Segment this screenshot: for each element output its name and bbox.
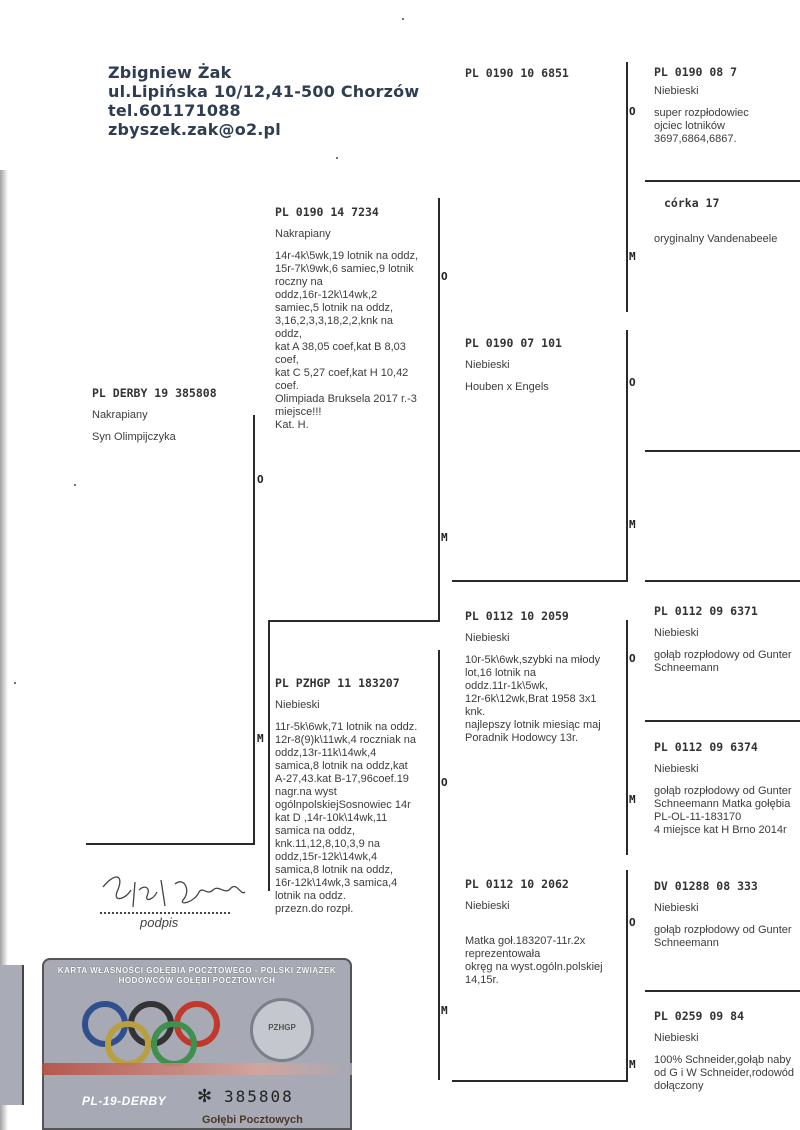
card-arc-text: KARTA WŁASNOŚCI GOŁĘBIA POCZTOWEGO - POLSKI ZWIĄZEK HODOWCÓW GOŁĘBI POCZTOWYCH [57, 966, 337, 985]
ggp-ffm [654, 197, 800, 246]
mf-ring: PL 0112 10 2059 [465, 609, 569, 623]
father-marker: O [629, 916, 636, 929]
father-notes: 14r-4k\5wk,19 lotnik na oddz, 15r-7k\9wk,6 samiec,9 lotnik roczny na oddz,16r-12k\14wk,2 samiec,5 lotnik na oddz, 3,16,2,3,3,18,2,2,knk na oddz, kat A 38,05 coef,kat B 8,03 coef, kat C 5,27 coef,kat H 10,42 coef. Olimpiada Bruksela 2017 r.-3 miejsce!!! Kat. H. [275, 250, 419, 431]
mfm-ring: PL 0112 09 6374 [654, 740, 758, 754]
grandsire-maternal [465, 610, 625, 745]
mm-color: Niebieski [465, 900, 510, 912]
tree-line [645, 450, 800, 452]
father-color: Nakrapiany [275, 228, 331, 240]
mf-notes: 10r-5k\6wk,szybki na młody lot,16 lotnik na oddz.11r-1k\5wk, 12r-6k\12wk,Brat 1958 3x1 knk. najlepszy lotnik miesiąc maj Poradnik Hodowcy 13r. [465, 654, 601, 744]
mother-marker: M [629, 1058, 636, 1071]
signature-line [100, 912, 230, 914]
fm-ring: PL 0190 07 101 [465, 336, 562, 350]
mother-marker: M [629, 518, 636, 531]
breeder-address: ul.Lipińska 10/12,41-500 Chorzów [108, 82, 420, 101]
mother-color: Niebieski [275, 699, 320, 711]
tree-line [452, 1080, 627, 1082]
mmm-color: Niebieski [654, 1032, 699, 1044]
mfm-color: Niebieski [654, 763, 699, 775]
scan-speck [74, 484, 76, 486]
ownership-card [42, 958, 352, 1130]
mother-marker: M [629, 793, 636, 806]
granddam-paternal [465, 337, 625, 394]
mff-color: Niebieski [654, 627, 699, 639]
ggp-mfm [654, 741, 800, 837]
tree-line [86, 843, 254, 845]
breeder-name: Zbigniew Żak [108, 63, 232, 82]
card-bottom-text: Gołębi Pocztowych [202, 1114, 303, 1126]
subject-color: Nakrapiany [92, 409, 148, 421]
tree-line [452, 580, 627, 582]
olympic-rings-icon [77, 996, 237, 1066]
card-number-star: ✻ [197, 1086, 213, 1106]
father-pigeon [275, 206, 437, 432]
ffm-ring: córka 17 [664, 196, 720, 210]
mother-notes: 11r-5k\6wk,71 lotnik na oddz. 12r-8(9)k\11wk,4 roczniak na oddz,13r-11k\14wk,4 samica,8 lotnik na oddz,kat A-27,43.kat B-17,96coef.19 nagr.na wyst ogólnpolskiejSosnowiec 14r kat D ,14r-10k\14wk,11 samica na oddz, knk.11,12,8,10,3,9 na oddz,15r-12k\14wk,4 samica,8 lotnik na oddz, 16r-12k\14wk,3 samica,4 lotnik na oddz. przezn.do rozpł. [275, 721, 418, 915]
fff-notes: super rozpłodowiec ojciec lotników 3697,6864,6867. [654, 107, 749, 145]
fm-color: Niebieski [465, 359, 510, 371]
tree-line [438, 198, 440, 622]
scan-speck [14, 682, 16, 684]
tree-line [645, 580, 800, 582]
father-marker: O [629, 652, 636, 665]
tree-line [253, 415, 255, 845]
mm-ring: PL 0112 10 2062 [465, 877, 569, 891]
mmm-notes: 100% Schneider,gołąb naby od G i W Schneider,rodowód dołączony [654, 1054, 795, 1092]
tree-line [645, 180, 800, 182]
mother-ring: PL PZHGP 11 183207 [275, 676, 400, 690]
ggp-mmm [654, 1010, 800, 1093]
grandsire-paternal [465, 67, 625, 80]
tree-line [268, 620, 438, 622]
father-marker: O [441, 270, 448, 283]
card-number: 385808 [224, 1087, 294, 1106]
father-ring: PL 0190 14 7234 [275, 205, 379, 219]
mm-notes: Matka goł.183207-11r.2x reprezentowała okręg na wyst.ogóln.polskiej 14,15r. [465, 935, 603, 986]
father-marker: O [257, 473, 264, 486]
card-red-band [42, 1063, 352, 1075]
father-marker: O [441, 776, 448, 789]
fff-ring: PL 0190 08 7 [654, 65, 738, 79]
tree-line [626, 62, 628, 312]
tree-line [268, 621, 270, 891]
subject-notes: Syn Olimpijczyka [92, 431, 176, 443]
mother-marker: M [629, 250, 636, 263]
ff-ring: PL 0190 10 6851 [465, 66, 569, 80]
fff-color: Niebieski [654, 85, 699, 97]
ggp-mmf [654, 880, 800, 950]
granddam-maternal [465, 878, 625, 987]
mmf-color: Niebieski [654, 902, 699, 914]
breeder-header [108, 63, 419, 139]
mother-marker: M [441, 1004, 448, 1017]
tree-line [645, 720, 800, 722]
ggp-fff [654, 66, 800, 146]
subject-ring: PL DERBY 19 385808 [92, 386, 217, 400]
tree-line [645, 990, 800, 992]
pzhgp-logo [250, 998, 314, 1062]
father-marker: O [629, 105, 636, 118]
mf-color: Niebieski [465, 632, 510, 644]
pzhgp-logo-text: PZHGP [268, 1023, 296, 1032]
tree-line [626, 330, 628, 582]
signature-caption: podpis [140, 915, 179, 930]
mother-marker: M [441, 531, 448, 544]
mmm-ring: PL 0259 09 84 [654, 1009, 745, 1023]
tree-line [626, 620, 628, 855]
ggp-mff [654, 605, 800, 675]
scan-speck [402, 18, 404, 20]
mff-notes: gołąb rozpłodowy od Gunter Schneemann [654, 649, 792, 674]
ffm-notes: oryginalny Vandenabeele [654, 233, 778, 245]
breeder-phone: tel.601171088 [108, 101, 241, 120]
mmf-notes: gołąb rozpłodowy od Gunter Schneemann [654, 924, 792, 949]
mmf-ring: DV 01288 08 333 [654, 879, 758, 893]
card-ring-tag: PL-19-DERBY [82, 1094, 167, 1108]
mother-pigeon [275, 677, 439, 916]
ownership-card-partial [0, 965, 24, 1105]
breeder-email: zbyszek.zak@o2.pl [108, 120, 281, 139]
fm-notes: Houben x Engels [465, 381, 549, 393]
scan-speck [336, 157, 338, 159]
tree-line [626, 870, 628, 1082]
mff-ring: PL 0112 09 6371 [654, 604, 758, 618]
mother-marker: M [257, 732, 264, 745]
subject-pigeon [92, 387, 252, 444]
father-marker: O [629, 376, 636, 389]
mfm-notes: gołąb rozpłodowy od Gunter Schneemann Matka gołębia PL-OL-11-183170 4 miejsce kat H Brno 2014r [654, 785, 792, 836]
